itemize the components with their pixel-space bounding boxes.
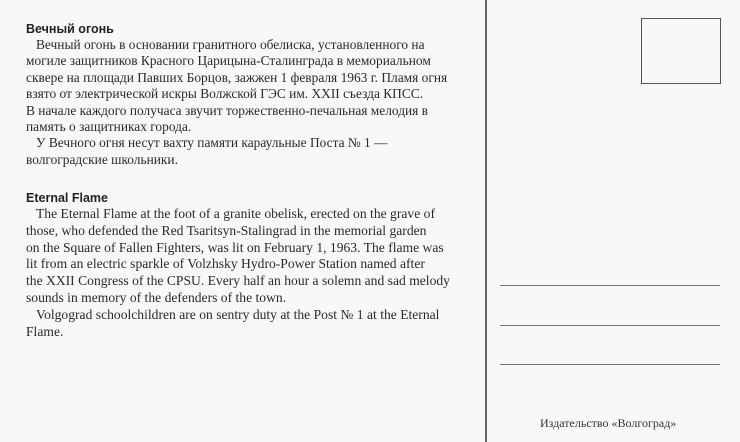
en-p2-line: Volgograd schoolchildren are on sentry duty at the Post № 1 at the Eternal [36,306,440,322]
ru-p2-line: волгоградские школьники. [26,151,178,167]
ru-p1-line: взято от электрической искры Волжской ГЭС им. XXII съезда КПСС. [26,86,424,102]
english-paragraph-1 [26,206,476,307]
russian-paragraph-2 [26,135,466,168]
address-line [500,364,720,365]
english-paragraph-2 [26,307,476,341]
publisher-label: Издательство «Волгоград» [540,416,677,430]
address-line [500,285,720,286]
russian-heading: Вечный огонь [26,22,114,36]
ru-p1-line: память о защитниках города. [26,119,192,135]
en-p1-line: The Eternal Flame at the foot of a granite obelisk, erected on the grave of [36,206,435,221]
ru-p1-line: могиле защитников Красного Царицына-Сталинграда в мемориальном [26,53,431,69]
ru-p2-line: У Вечного огня несут вахту памяти караульные Поста № 1 — [36,135,388,151]
center-divider [485,0,487,442]
stamp-box [641,18,721,84]
english-heading: Eternal Flame [26,191,108,205]
en-p1-line: on the Square of Fallen Fighters, was lit on February 1, 1963. The flame was [26,239,444,255]
ru-p1-line: В начале каждого получаса звучит торжественно-печальная мелодия в [26,102,428,118]
ru-p1-line: Вечный огонь в основании гранитного обелиска, установленного на [36,37,425,52]
en-p1-line: sounds in memory of the defenders of the town. [26,289,287,305]
russian-paragraph-1 [26,37,466,135]
russian-text-block [26,22,466,168]
en-p1-line: lit from an electric sparkle of Volzhsky Hydro-Power Station named after [26,256,425,272]
english-text-block [26,191,476,340]
en-p1-line: the XXII Congress of the CPSU. Every half an hour a solemn and sad melody [26,273,450,289]
en-p1-line: those, who defended the Red Tsaritsyn-Stalingrad in the memorial garden [26,222,427,238]
en-p2-line: Flame. [26,323,64,339]
ru-p1-line: сквере на площади Павших Борцов, зажжен 1 февраля 1963 г. Пламя огня [26,69,448,85]
address-line [500,325,720,326]
